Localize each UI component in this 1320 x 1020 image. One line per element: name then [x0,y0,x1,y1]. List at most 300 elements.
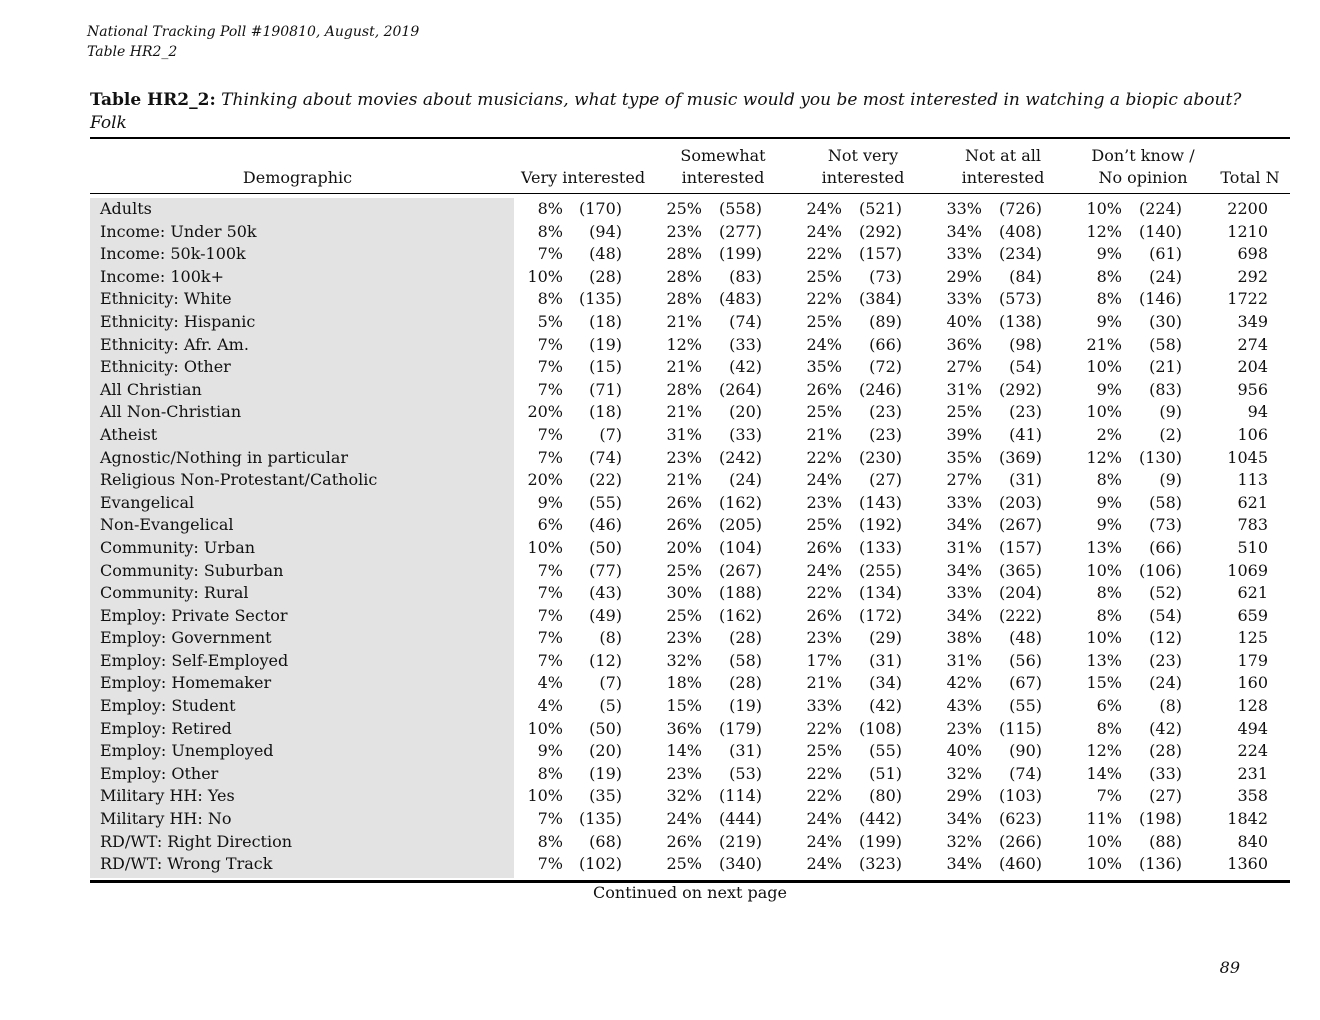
somewhat-pct-cell: 32% [666,786,702,806]
notatall-pct-cell: 29% [946,266,982,286]
very-count-cell: (48) [589,244,622,264]
table-row [90,243,1290,266]
somewhat-count-cell: (24) [729,470,762,490]
dk-pct-cell: 10% [1086,402,1122,422]
dk-count-cell: (21) [1149,357,1182,377]
dk-count-cell: (23) [1149,650,1182,670]
notatall-count-cell: (573) [998,289,1042,309]
total-cell: 349 [1237,311,1268,331]
notvery-pct-cell: 21% [806,424,842,444]
notatall-count-cell: (204) [998,583,1042,603]
dk-pct-cell: 8% [1096,605,1122,625]
very-pct-cell: 9% [537,492,563,512]
dk-count-cell: (224) [1138,199,1182,218]
somewhat-count-cell: (199) [718,244,762,264]
notatall-pct-cell: 40% [946,741,982,761]
dk-pct-cell: 7% [1096,786,1122,806]
table-row [90,221,1290,244]
table-row [90,560,1290,583]
notvery-pct-cell: 23% [806,492,842,512]
total-cell: 1045 [1227,447,1268,467]
dk-count-cell: (28) [1149,741,1182,761]
dk-pct-cell: 10% [1086,628,1122,648]
table-row [90,356,1290,379]
notatall-pct-cell: 29% [946,786,982,806]
very-count-cell: (46) [589,515,622,535]
total-cell: 113 [1237,470,1268,490]
notatall-pct-cell: 27% [946,357,982,377]
somewhat-count-cell: (114) [718,786,762,806]
very-count-cell: (12) [589,650,622,670]
dk-count-cell: (58) [1149,492,1182,512]
total-cell: 494 [1237,718,1268,738]
notatall-pct-cell: 31% [946,537,982,557]
total-cell: 231 [1237,763,1268,783]
notvery-count-cell: (73) [869,266,902,286]
notvery-count-cell: (51) [869,763,902,783]
dk-count-cell: (130) [1138,447,1182,467]
notatall-count-cell: (292) [998,379,1042,399]
total-cell: 1722 [1227,289,1268,309]
somewhat-pct-cell: 28% [666,289,702,309]
notatall-pct-cell: 39% [946,424,982,444]
somewhat-pct-cell: 28% [666,266,702,286]
table-row [90,853,1290,876]
somewhat-pct-cell: 31% [666,424,702,444]
somewhat-pct-cell: 36% [666,718,702,738]
very-pct-cell: 7% [537,424,563,444]
very-count-cell: (71) [589,379,622,399]
somewhat-pct-cell: 15% [666,696,702,716]
notatall-count-cell: (41) [1009,424,1042,444]
dk-count-cell: (106) [1138,560,1182,580]
notatall-pct-cell: 33% [946,244,982,264]
dk-pct-cell: 21% [1086,334,1122,354]
notvery-count-cell: (134) [858,583,902,603]
table-subtitle: Folk [90,113,127,133]
demographic-cell: Non-Evangelical [100,515,234,535]
col-header-total-n: Total N [1220,168,1280,187]
notatall-pct-cell: 33% [946,492,982,512]
very-pct-cell: 20% [527,402,563,422]
dk-count-cell: (52) [1149,583,1182,603]
somewhat-count-cell: (219) [718,831,762,851]
notatall-count-cell: (726) [998,199,1042,218]
notvery-count-cell: (172) [858,605,902,625]
very-count-cell: (43) [589,583,622,603]
very-pct-cell: 7% [537,334,563,354]
somewhat-pct-cell: 25% [666,605,702,625]
demographic-cell: Religious Non-Protestant/Catholic [100,470,378,490]
notvery-pct-cell: 22% [806,763,842,783]
dk-count-cell: (198) [1138,809,1182,829]
dk-pct-cell: 12% [1086,221,1122,241]
notvery-pct-cell: 22% [806,786,842,806]
somewhat-count-cell: (28) [729,673,762,693]
total-cell: 621 [1237,583,1268,603]
somewhat-pct-cell: 28% [666,379,702,399]
notatall-pct-cell: 36% [946,334,982,354]
notatall-pct-cell: 23% [946,718,982,738]
very-count-cell: (15) [589,357,622,377]
dk-pct-cell: 8% [1096,289,1122,309]
somewhat-pct-cell: 25% [666,854,702,874]
notvery-count-cell: (34) [869,673,902,693]
table-row [90,672,1290,695]
notvery-pct-cell: 24% [806,221,842,241]
notatall-count-cell: (203) [998,492,1042,512]
table-row [90,492,1290,515]
very-pct-cell: 7% [537,854,563,874]
demographic-cell: RD/WT: Wrong Track [100,854,273,874]
very-pct-cell: 7% [537,809,563,829]
notvery-pct-cell: 24% [806,809,842,829]
dk-pct-cell: 10% [1086,560,1122,580]
notvery-count-cell: (199) [858,831,902,851]
very-count-cell: (19) [589,763,622,783]
somewhat-pct-cell: 21% [666,311,702,331]
dk-count-cell: (33) [1149,763,1182,783]
dk-count-cell: (61) [1149,244,1182,264]
notatall-count-cell: (623) [998,809,1042,829]
dk-pct-cell: 12% [1086,447,1122,467]
notatall-count-cell: (54) [1009,357,1042,377]
col-header-demographic: Demographic [242,168,353,187]
demographic-cell: Ethnicity: Other [100,357,231,377]
notatall-pct-cell: 33% [946,199,982,218]
somewhat-count-cell: (162) [718,605,762,625]
dk-pct-cell: 10% [1086,357,1122,377]
very-pct-cell: 20% [527,470,563,490]
notatall-count-cell: (55) [1009,696,1042,716]
notatall-pct-cell: 34% [946,515,982,535]
notvery-pct-cell: 24% [806,831,842,851]
somewhat-count-cell: (205) [718,515,762,535]
somewhat-pct-cell: 28% [666,244,702,264]
dk-count-cell: (24) [1149,266,1182,286]
table-row [90,424,1290,447]
total-cell: 510 [1237,537,1268,557]
dk-count-cell: (27) [1149,786,1182,806]
somewhat-count-cell: (53) [729,763,762,783]
somewhat-count-cell: (264) [718,379,762,399]
notatall-pct-cell: 33% [946,289,982,309]
very-count-cell: (7) [599,673,622,693]
very-count-cell: (94) [589,221,622,241]
notatall-count-cell: (234) [998,244,1042,264]
notatall-pct-cell: 25% [946,402,982,422]
somewhat-pct-cell: 18% [666,673,702,693]
very-pct-cell: 8% [537,199,563,218]
notatall-count-cell: (369) [998,447,1042,467]
somewhat-pct-cell: 26% [666,492,702,512]
dk-pct-cell: 2% [1096,424,1122,444]
very-pct-cell: 4% [537,696,563,716]
somewhat-pct-cell: 32% [666,650,702,670]
somewhat-pct-cell: 24% [666,809,702,829]
somewhat-count-cell: (83) [729,266,762,286]
dk-pct-cell: 9% [1096,311,1122,331]
notvery-count-cell: (143) [858,492,902,512]
notvery-pct-cell: 25% [806,311,842,331]
demographic-cell: Employ: Self-Employed [100,650,289,670]
very-count-cell: (77) [589,560,622,580]
notatall-count-cell: (157) [998,537,1042,557]
notatall-pct-cell: 33% [946,583,982,603]
very-pct-cell: 7% [537,447,563,467]
total-cell: 1069 [1227,560,1268,580]
very-count-cell: (5) [599,696,622,716]
notvery-count-cell: (89) [869,311,902,331]
dk-pct-cell: 6% [1096,696,1122,716]
notatall-count-cell: (23) [1009,402,1042,422]
somewhat-count-cell: (179) [718,718,762,738]
very-count-cell: (55) [589,492,622,512]
demographic-cell: Employ: Private Sector [100,605,288,625]
notatall-pct-cell: 38% [946,628,982,648]
table-row [90,718,1290,741]
very-pct-cell: 7% [537,628,563,648]
somewhat-count-cell: (104) [718,537,762,557]
continued-note: Continued on next page [593,883,787,902]
very-pct-cell: 7% [537,357,563,377]
very-count-cell: (102) [578,854,622,874]
notvery-count-cell: (23) [869,424,902,444]
notvery-pct-cell: 35% [806,357,842,377]
header-rule [90,193,1290,194]
somewhat-pct-cell: 26% [666,515,702,535]
very-pct-cell: 8% [537,831,563,851]
somewhat-pct-cell: 21% [666,357,702,377]
notatall-pct-cell: 34% [946,221,982,241]
demographic-cell: Employ: Government [100,628,272,648]
somewhat-count-cell: (42) [729,357,762,377]
somewhat-count-cell: (267) [718,560,762,580]
somewhat-count-cell: (242) [718,447,762,467]
very-count-cell: (18) [589,311,622,331]
very-pct-cell: 7% [537,650,563,670]
table-row [90,627,1290,650]
table-row [90,785,1290,808]
demographic-cell: All Christian [100,379,202,399]
somewhat-count-cell: (558) [718,199,762,218]
dk-count-cell: (9) [1159,470,1182,490]
col-header-somewhat-interested: Somewhat interested [680,146,766,187]
notvery-count-cell: (323) [858,854,902,874]
somewhat-count-cell: (58) [729,650,762,670]
very-count-cell: (7) [599,424,622,444]
demographic-cell: Military HH: Yes [100,786,235,806]
total-cell: 659 [1237,605,1268,625]
notvery-pct-cell: 26% [806,379,842,399]
somewhat-pct-cell: 21% [666,402,702,422]
very-count-cell: (50) [589,537,622,557]
dk-pct-cell: 14% [1086,763,1122,783]
notvery-count-cell: (72) [869,357,902,377]
very-pct-cell: 10% [527,786,563,806]
demographic-cell: Income: 50k-100k [100,244,246,264]
somewhat-count-cell: (33) [729,424,762,444]
dk-pct-cell: 8% [1096,583,1122,603]
somewhat-count-cell: (74) [729,311,762,331]
notvery-pct-cell: 22% [806,244,842,264]
table-row [90,379,1290,402]
demographic-cell: Income: Under 50k [100,221,257,241]
dk-pct-cell: 12% [1086,741,1122,761]
notvery-count-cell: (29) [869,628,902,648]
somewhat-pct-cell: 25% [666,199,702,218]
notatall-pct-cell: 32% [946,831,982,851]
dk-pct-cell: 9% [1096,492,1122,512]
dk-pct-cell: 10% [1086,854,1122,874]
very-count-cell: (19) [589,334,622,354]
notatall-count-cell: (90) [1009,741,1042,761]
notatall-pct-cell: 27% [946,470,982,490]
total-cell: 204 [1237,357,1268,377]
dk-count-cell: (88) [1149,831,1182,851]
notvery-pct-cell: 25% [806,266,842,286]
demographic-cell: Ethnicity: White [100,289,232,309]
table-row [90,311,1290,334]
top-rule [90,137,1290,139]
notatall-count-cell: (266) [998,831,1042,851]
somewhat-pct-cell: 23% [666,628,702,648]
notvery-pct-cell: 33% [806,696,842,716]
notvery-pct-cell: 24% [806,334,842,354]
somewhat-pct-cell: 12% [666,334,702,354]
demographic-cell: Community: Suburban [100,560,284,580]
somewhat-pct-cell: 23% [666,763,702,783]
demographic-cell: Employ: Student [100,696,236,716]
notatall-pct-cell: 34% [946,605,982,625]
notatall-count-cell: (365) [998,560,1042,580]
demographic-cell: Employ: Other [100,763,219,783]
table-row [90,514,1290,537]
total-cell: 179 [1237,650,1268,670]
demographic-cell: Military HH: No [100,809,232,829]
notvery-count-cell: (108) [858,718,902,738]
very-count-cell: (50) [589,718,622,738]
notvery-count-cell: (80) [869,786,902,806]
table-row [90,537,1290,560]
notvery-pct-cell: 22% [806,583,842,603]
very-pct-cell: 7% [537,583,563,603]
total-cell: 274 [1237,334,1268,354]
notvery-pct-cell: 26% [806,605,842,625]
very-pct-cell: 4% [537,673,563,693]
notatall-count-cell: (103) [998,786,1042,806]
dk-count-cell: (42) [1149,718,1182,738]
demographic-cell: Ethnicity: Afr. Am. [100,334,249,354]
notatall-pct-cell: 34% [946,809,982,829]
dk-count-cell: (30) [1149,311,1182,331]
notatall-count-cell: (56) [1009,650,1042,670]
very-pct-cell: 8% [537,221,563,241]
somewhat-count-cell: (340) [718,854,762,874]
table-row [90,288,1290,311]
demographic-cell: RD/WT: Right Direction [100,831,293,851]
poll-header: National Tracking Poll #190810, August, 2019 [87,24,420,40]
dk-count-cell: (8) [1159,696,1182,716]
somewhat-count-cell: (277) [718,221,762,241]
notatall-pct-cell: 34% [946,854,982,874]
notvery-count-cell: (27) [869,470,902,490]
table-title-label: Table HR2_2: [90,90,216,110]
table-row [90,198,1290,221]
somewhat-pct-cell: 23% [666,447,702,467]
very-count-cell: (28) [589,266,622,286]
dk-count-cell: (73) [1149,515,1182,535]
very-count-cell: (20) [589,741,622,761]
very-pct-cell: 9% [537,741,563,761]
demographic-cell: Atheist [100,424,158,444]
notatall-pct-cell: 40% [946,311,982,331]
total-cell: 106 [1237,424,1268,444]
table-row [90,469,1290,492]
demographic-cell: Income: 100k+ [100,266,224,286]
table-title-question: Thinking about movies about musicians, what type of music would you be most interested in watching a biopic about? [221,90,1242,110]
demographic-cell: Employ: Unemployed [100,741,274,761]
notatall-count-cell: (138) [998,311,1042,331]
notatall-count-cell: (98) [1009,334,1042,354]
notvery-count-cell: (521) [858,199,902,218]
table-row [90,266,1290,289]
total-cell: 125 [1237,628,1268,648]
dk-count-cell: (140) [1138,221,1182,241]
very-count-cell: (35) [589,786,622,806]
table-row [90,831,1290,854]
total-cell: 956 [1237,379,1268,399]
notvery-count-cell: (230) [858,447,902,467]
total-cell: 224 [1237,741,1268,761]
very-pct-cell: 6% [537,515,563,535]
demographic-cell: Employ: Homemaker [100,673,272,693]
notatall-count-cell: (74) [1009,763,1042,783]
demographic-cell: Adults [100,199,152,218]
notatall-pct-cell: 34% [946,560,982,580]
total-cell: 1210 [1227,221,1268,241]
notvery-count-cell: (23) [869,402,902,422]
very-pct-cell: 7% [537,605,563,625]
dk-pct-cell: 15% [1086,673,1122,693]
very-pct-cell: 8% [537,763,563,783]
dk-pct-cell: 9% [1096,379,1122,399]
somewhat-count-cell: (444) [718,809,762,829]
notatall-pct-cell: 43% [946,696,982,716]
notvery-count-cell: (442) [858,809,902,829]
total-cell: 94 [1247,402,1268,422]
table-id-header: Table HR2_2 [87,44,178,60]
demographic-cell: Community: Rural [100,583,249,603]
notvery-pct-cell: 22% [806,447,842,467]
notvery-pct-cell: 21% [806,673,842,693]
dk-pct-cell: 13% [1086,650,1122,670]
notvery-pct-cell: 24% [806,470,842,490]
somewhat-pct-cell: 30% [666,583,702,603]
somewhat-pct-cell: 23% [666,221,702,241]
total-cell: 128 [1237,696,1268,716]
notatall-count-cell: (31) [1009,470,1042,490]
demographic-cell: Evangelical [100,492,195,512]
dk-pct-cell: 9% [1096,244,1122,264]
somewhat-count-cell: (33) [729,334,762,354]
notatall-count-cell: (460) [998,854,1042,874]
dk-count-cell: (136) [1138,854,1182,874]
dk-count-cell: (83) [1149,379,1182,399]
notvery-pct-cell: 24% [806,560,842,580]
table-row [90,650,1290,673]
very-count-cell: (135) [578,289,622,309]
